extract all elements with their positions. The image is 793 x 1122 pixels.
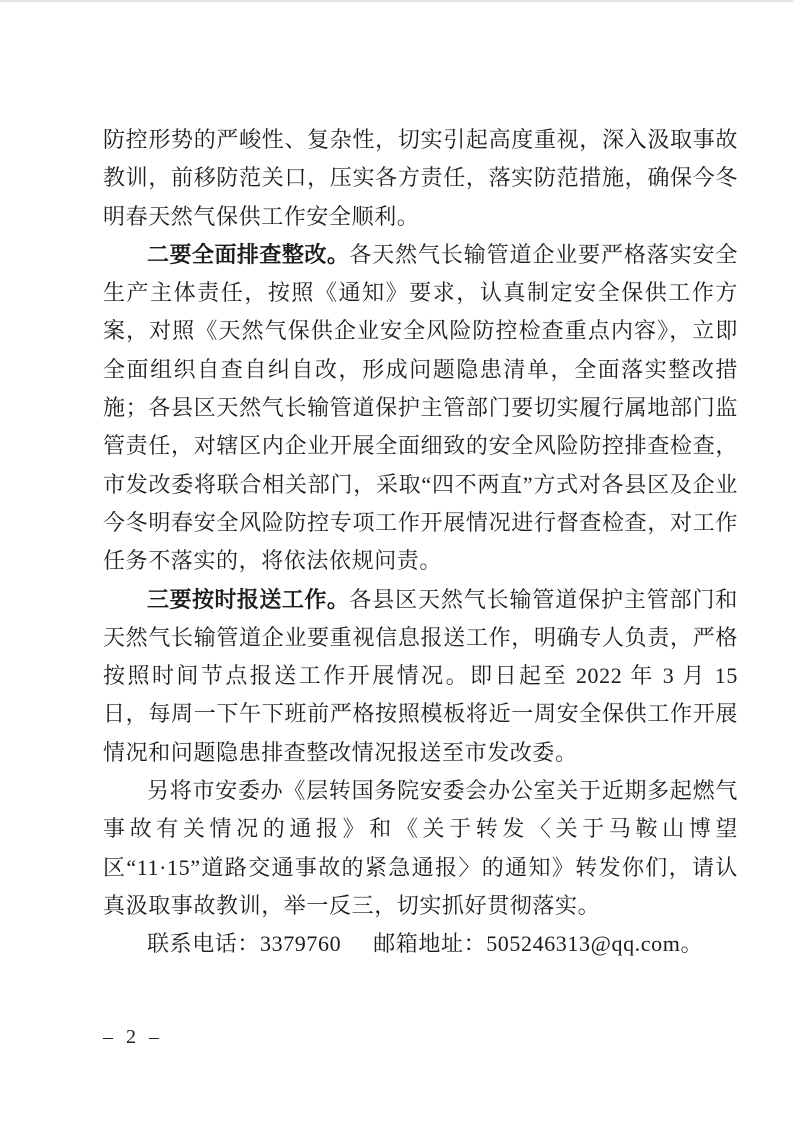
paragraph-text: 各天然气长输管道企业要严格落实安全生产主体责任，按照《通知》要求，认真制定安全保供工作方案，对照《天然气保供企业安全风险防控检查重点内容》，立即全面组织自查自纠自改，形成问题隐患清单，全面落实整改措施；各县区天然气长输管道保护主管部门要切实履行属地部门监管责任，对辖区内企业开展全面细致的安全风险防控排查检查，市发改委将联合相关部门，采取“四不两直”方式对各县区及企业今冬明春安全风险防控专项工作开展情况进行督查检查，对工作任务不落实的，将依法依规问责。 [103, 241, 738, 574]
document-body [103, 121, 738, 964]
paragraph-text: 防控形势的严峻性、复杂性，切实引起高度重视，深入汲取事故教训，前移防范关口，压实各方责任，落实防范措施，确保今冬明春天然气保供工作安全顺利。 [103, 127, 738, 229]
section-two-heading: 二要全面排查整改。 [147, 241, 350, 267]
contact-line [103, 925, 738, 963]
paragraph-text: 另将市安委办《层转国务院安委会办公室关于近期多起燃气事故有关情况的通报》和《关于转发〈关于马鞍山博望区“11·15”道路交通事故的紧急通报〉的通知》转发你们，请认真汲取事故教训，举一反三，切实抓好贯彻落实。 [103, 778, 738, 918]
page-top-edge-divider [0, 0, 793, 2]
paragraph-continuation [103, 121, 738, 236]
paragraph-section-two [103, 236, 738, 581]
contact-email: 邮箱地址：505246313@qq.com。 [373, 931, 704, 957]
contact-phone: 联系电话：3379760 [147, 931, 342, 957]
page-number: – 2 – [103, 1026, 163, 1048]
paragraph-attachment-note [103, 772, 738, 925]
section-three-heading: 三要按时报送工作。 [147, 586, 350, 612]
paragraph-section-three [103, 581, 738, 772]
paragraph-text: 各县区天然气长输管道保护主管部门和天然气长输管道企业要重视信息报送工作，明确专人负责，严格按照时间节点报送工作开展情况。即日起至 2022 年 3 月 15 日，每周一下午下班前严格按照模板将近一周安全保供工作开展情况和问题隐患排查整改情况报送至市发改委。 [103, 586, 738, 765]
